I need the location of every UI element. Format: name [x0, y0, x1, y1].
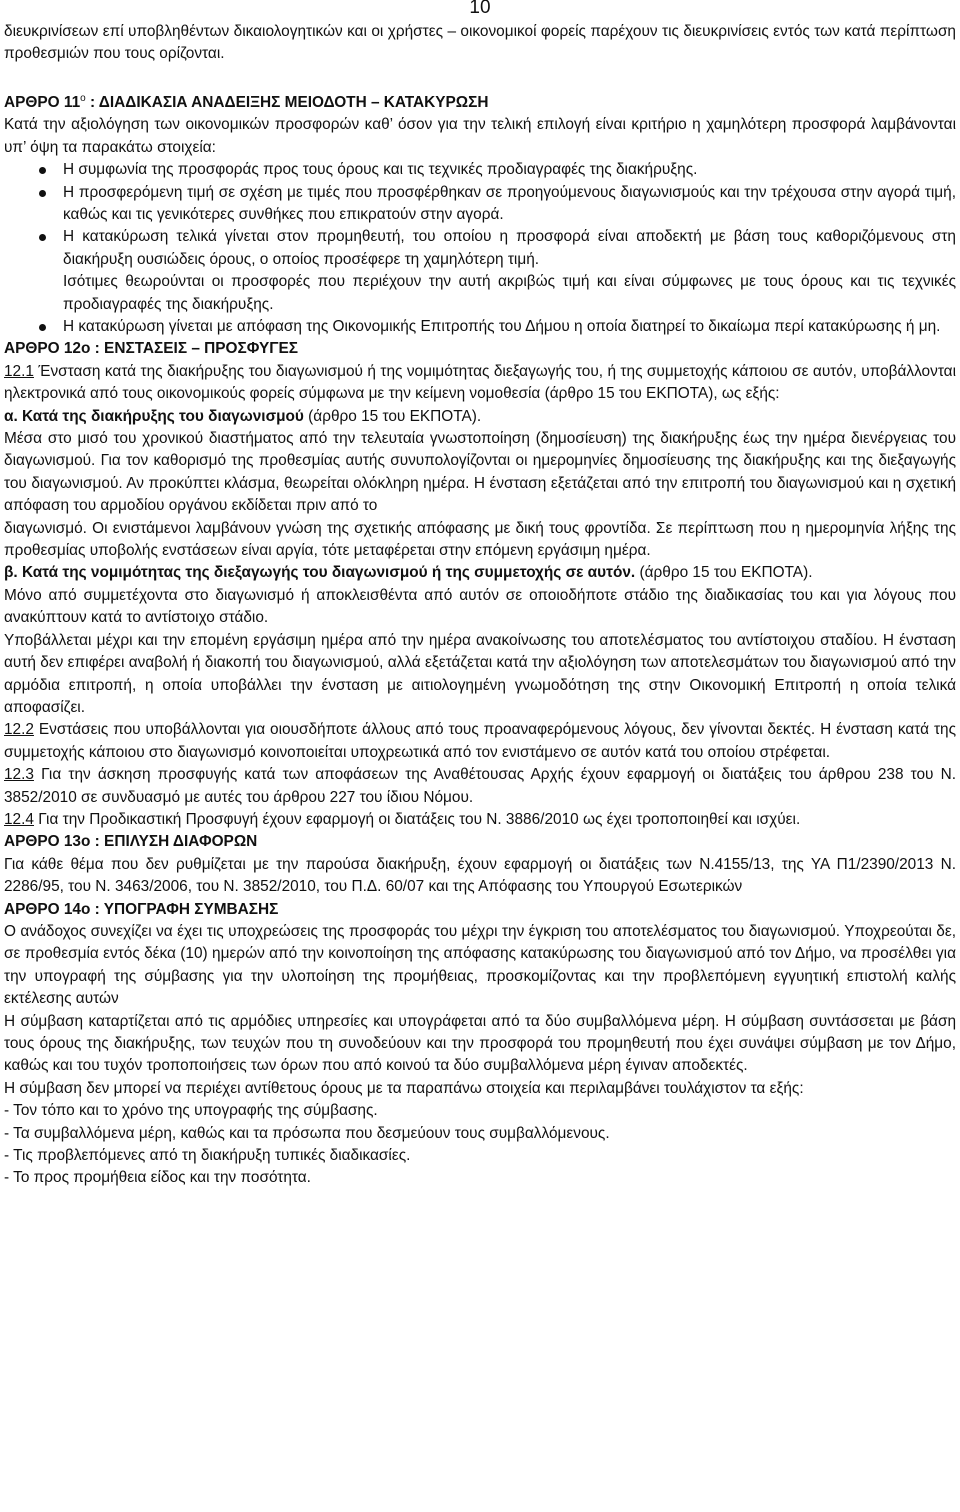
bullet-item [4, 159, 956, 181]
article-11-text: Κατά την αξιολόγηση των οικονομικών προσφορών καθ’ όσον για την τελική επιλογή είναι κριτήριο η χαμηλότερη προσφορά λαμβάνονται υπ’ όψη τα παρακάτω στοιχεία: [4, 116, 956, 156]
bullet-text: Η συμφωνία της προσφοράς προς τους όρους και τις τεχνικές προδιαγραφές της διακήρυξης. [63, 161, 698, 179]
bullet-item [4, 316, 956, 338]
article-13-text: Για κάθε θέμα που δεν ρυθμίζεται με την παρούσα διακήρυξη, έχουν εφαρμογή οι διατάξεις των Ν.4155/13, της ΥΑ Π1/2390/2013 Ν. 2286/95, του Ν. 3463/2006, του Ν. 3852/2010, του Π.Δ. 60/07 και της Απόφασης του Υπουργού Εσωτερικών [4, 855, 956, 896]
clause-number: 12.4 [4, 810, 34, 828]
bullet-dot-icon [39, 190, 46, 197]
article-14-paragraph-2: Η σύμβαση καταρτίζεται από τις αρμόδιες υπηρεσίες και υπογράφεται από τα δύο συμβαλλόμενα μέρη. Η σύμβαση συντάσσεται με βάση τους όρους της διακήρυξης, των τευχών που τη συνοδεύουν και την προσφορά του προμηθευτή που έχει συνάψει σύμβαση με τον Δήμο, καθώς και του τυχόν τροποποιήσεις των όρων που από κοινού τα δύο συμβαλλόμενα μέρη έγιναν αποδεκτές. [4, 1012, 956, 1075]
clause-number: 12.1 [4, 362, 34, 380]
page-number: 10 [469, 0, 491, 18]
article-12-4-paragraph [4, 809, 956, 831]
article-14-paragraph-1: Ο ανάδοχος συνεχίζει να έχει τις υποχρεώσεις της προσφοράς του μέχρι την έγκριση του αποτελέσματος του διαγωνισμού. Υποχρεούται δε, σε προθεσμία εντός δέκα (10) ημερών από την κοινοποίηση της απόφασης κατακύρωσης του διαγωνισμού από τον Δήμο, να προσέλθει για την υπογραφή της σύμβασης για την υλοποίηση της προμήθειας, προσκομίζοντας και την προβλεπόμενη εγγυητική επιστολή καλής εκτέλεσης αυτών [4, 922, 956, 1008]
article-11-heading-post: : ΔΙΑΔΙΚΑΣΙΑ ΑΝΑΔΕΙΞΗΣ ΜΕΙΟΔΟΤΗ – ΚΑΤΑΚΥΡΩΣΗ [85, 93, 489, 111]
list-item: - Τις προβλεπόμενες από τη διακήρυξη τυπικές διαδικασίες. [4, 1147, 411, 1165]
subclause-ref: (άρθρο 15 του ΕΚΠΟΤΑ). [303, 407, 482, 425]
bullet-text: Η προσφερόμενη τιμή σε σχέση με τιμές που προσφέρθηκαν σε προηγούμενους διαγωνισμούς και την τρέχουσα στην αγορά τιμή, καθώς και τις γενικότερες συνθήκες που επικρατούν στην αγορά. [63, 183, 956, 223]
bullet-text: Η κατακύρωση τελικά γίνεται στον προμηθευτή, του οποίου η προσφορά είναι αποδεκτή με βάση τους καθοριζόμενους στη διακήρυξη ουσιώδεις όρους, ο οποίος προσέφερε τη χαμηλότερη τιμή. [63, 228, 956, 268]
clause-text: Ενστάσεις που υποβάλλονται για οιουσδήποτε άλλους από τους προαναφερόμενους λόγους, δεν γίνονται δεκτές. Η ένσταση κατά της συμμετοχής κάποιου στο διαγωνισμό κοινοποιείται υποχρεωτικά από τον ενιστάμενο σε αυτόν κατά του οποίου στρέφεται. [4, 721, 956, 761]
article-12-b-text-1: Μόνο από συμμετέχοντα στο διαγωνισμό ή αποκλεισθέντα από αυτόν σε οποιοδήποτε στάδιο της διαδικασίας του και για λόγους που ανακύπτουν κατά το αντίστοιχο στάδιο. [4, 586, 956, 627]
intro-paragraph: διευκρινίσεων επί υποβληθέντων δικαιολογητικών και οι χρήστες – οικονομικοί φορείς παρέχουν τις διευκρινίσεις εντός των κατά περίπτωση προθεσμιών που τους ορίζονται. [4, 23, 956, 63]
article-12-heading: ΑΡΘΡΟ 12ο : ΕΝΣΤΑΣΕΙΣ – ΠΡΟΣΦΥΓΕΣ [4, 340, 298, 358]
list-item: - Τον τόπο και το χρόνο της υπογραφής της σύμβασης. [4, 1102, 378, 1120]
article-11-heading-sup: ο [80, 92, 86, 104]
bullet-dot-icon [39, 234, 46, 241]
article-12-a-heading [4, 406, 956, 428]
bullet-dot-icon [39, 324, 46, 331]
article-14-heading: ΑΡΘΡΟ 14ο : ΥΠΟΓΡΑΦΗ ΣΥΜΒΑΣΗΣ [4, 900, 279, 918]
article-12-b-text-2: Υποβάλλεται μέχρι και την επομένη εργάσιμη ημέρα από την ημέρα ανακοίνωσης του αποτελέσματος του αντίστοιχου σταδίου. Η ένσταση αυτή δεν επιφέρει αναβολή ή διακοπή του διαγωνισμού, αλλά εξετάζεται κατά την αξιολόγηση των αποτελεσμάτων του διαγωνισμού από την αρμόδια επιτροπή, η οποία υποβάλλει την ένσταση με αιτιολογημένη γνωμοδότηση της στην Οικονομική Επιτροπή η οποία τελικά αποφασίζει. [4, 631, 956, 716]
subclause-ref: (άρθρο 15 του ΕΚΠΟΤΑ). [635, 564, 813, 582]
article-11-bullets [4, 159, 956, 338]
article-11-heading [4, 88, 956, 115]
bullet-text: Η κατακύρωση γίνεται με απόφαση της Οικονομικής Επιτροπής του Δήμου η οποία διατηρεί το δικαίωμα περί κατακύρωσης ή μη. [63, 318, 941, 335]
bullet-item [4, 226, 956, 271]
document-body [4, 21, 956, 1190]
article-12-1-paragraph [4, 361, 956, 406]
clause-text: Για την άσκηση προσφυγής κατά των αποφάσεων της Αναθέτουσας Αρχής έχουν εφαρμογή οι διατάξεις του άρθρου 238 του Ν. 3852/2010 σε συνδυασμό με αυτές του άρθρου 227 του ίδιου Νόμου. [4, 766, 956, 806]
article-13-heading: ΑΡΘΡΟ 13ο : ΕΠΙΛΥΣΗ ΔΙΑΦΟΡΩΝ [4, 833, 258, 851]
article-12-a-text-1: Μέσα στο μισό του χρονικού διαστήματος από την τελευταία γνωστοποίηση (δημοσίευση) της διακήρυξης έως την ημέρα διενέργειας του διαγωνισμού. Για τον καθορισμό της προθεσμίας αυτής συνυπολογίζονται οι ημερομηνίες δημοσίευσης της διακήρυξης και της διεξαγωγής του διαγωνισμού. Αν προκύπτει κλάσμα, θεωρείται ολόκληρη ημέρα. Η ένσταση εξετάζεται από την επιτροπή του διαγωνισμού και η σχετική απόφαση του αρμοδίου οργάνου εκδίδεται πριν από το [4, 430, 956, 515]
subclause-title: α. Κατά της διακήρυξης του διαγωνισμού [4, 407, 304, 425]
bullet-continuation: Ισότιμες θεωρούνται οι προσφορές που περιέχουν την αυτή ακριβώς τιμή και είναι σύμφωνες με τους όρους και τις τεχνικές προδιαγραφές της διακήρυξης. [63, 273, 956, 313]
clause-text: Για την Προδικαστική Προσφυγή έχουν εφαρμογή οι διατάξεις του Ν. 3886/2010 ως έχει τροποποιηθεί και ισχύει. [33, 810, 801, 828]
list-item: - Τα συμβαλλόμενα μέρη, καθώς και τα πρόσωπα που δεσμεύουν τους συμβαλλόμενους. [4, 1124, 610, 1142]
clause-text: Ένσταση κατά της διακήρυξης του διαγωνισμού ή της νομιμότητας διεξαγωγής του, ή της συμμετοχής κάποιου σε αυτόν, υποβάλλονται ηλεκτρονικά από τους οικονομικούς φορείς σύμφωνα με την κείμενη νομοθεσία (άρθρο 15 του ΕΚΠΟΤΑ), ως εξής: [4, 362, 956, 403]
bullet-dot-icon [39, 167, 46, 174]
subclause-title: β. Κατά της νομιμότητας της διεξαγωγής του διαγωνισμού ή της συμμετοχής σε αυτόν. [4, 564, 636, 582]
clause-number: 12.3 [4, 766, 34, 784]
article-12-2-paragraph [4, 719, 956, 764]
article-12-3-paragraph [4, 764, 956, 809]
article-12-a-text-2: διαγωνισμό. Οι ενιστάμενοι λαμβάνουν γνώση της σχετικής απόφασης με δική τους φροντίδα. Σε περίπτωση που η ημερομηνία λήξης της προθεσμίας υποβολής ενστάσεων είναι αργία, τότε μεταφέρεται στην επόμενη εργάσιμη ημέρα. [4, 519, 956, 560]
article-11-heading-pre: ΑΡΘΡΟ 11 [4, 93, 81, 111]
article-14-paragraph-3: Η σύμβαση δεν μπορεί να περιέχει αντίθετους όρους με τα παραπάνω στοιχεία και περιλαμβάνει τουλάχιστον τα εξής: [4, 1079, 804, 1097]
list-item: - Το προς προμήθεια είδος και την ποσότητα. [4, 1169, 311, 1187]
article-12-b-heading [4, 562, 956, 584]
bullet-item [4, 182, 956, 227]
clause-number: 12.2 [4, 721, 34, 739]
